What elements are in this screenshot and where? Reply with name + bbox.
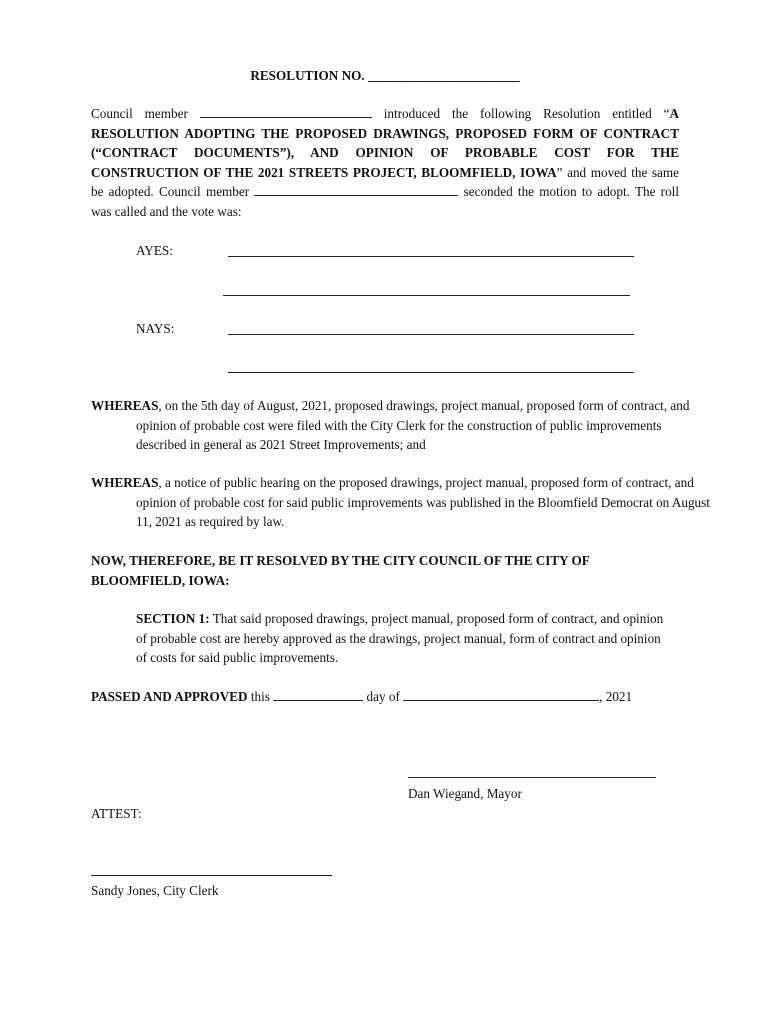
attest-label: ATTEST:	[91, 806, 142, 821]
intro-text: introduced the following Resolution entitled “	[383, 106, 670, 121]
whereas-lead: WHEREAS	[91, 398, 159, 413]
passed-year: , 2021	[599, 689, 633, 704]
whereas-lead: WHEREAS	[91, 475, 159, 490]
seconding-member-blank	[254, 182, 458, 196]
clerk-name: Sandy Jones, City Clerk	[91, 883, 219, 898]
section-lead: SECTION 1:	[136, 611, 210, 626]
ayes-line-2	[223, 295, 630, 296]
resolution-name: A RESOLUTION ADOPTING THE PROPOSED DRAWINGS, PROPOSED FORM OF CONTRACT (“CONTRACT DOCUMENTS”), AND OPINION OF PROBABLE COST FOR THE CONSTRUCTION OF THE 2021 STREETS PROJECT, BLOOMFIELD, IOWA	[91, 106, 680, 180]
nays-line-2	[228, 372, 634, 373]
section-text: That said proposed drawings, project manual, proposed form of contract, and opinion of probable cost are hereby approved as the drawings, project manual, form of contract and opinion of costs for said public improvements.	[136, 611, 664, 665]
clerk-signature-line	[91, 875, 332, 876]
now-therefore-clause: NOW, THEREFORE, BE IT RESOLVED BY THE CITY COUNCIL OF THE CITY OF BLOOMFIELD, IOWA:	[91, 553, 590, 588]
passed-text: this	[247, 689, 274, 704]
whereas-paragraph-1	[91, 396, 711, 455]
resolution-title: RESOLUTION NO. _______________________	[250, 68, 520, 83]
mayor-name: Dan Wiegand, Mayor	[408, 786, 522, 801]
whereas-text: , a notice of public hearing on the proposed drawings, project manual, proposed form of contract, and opinion of probable cost for said public improvements was published in the Bloomfield Democrat on August 11, 2021 as required by law.	[136, 475, 710, 529]
passed-text: day of	[363, 689, 404, 704]
ayes-line-1	[228, 256, 634, 257]
nays-line-1	[228, 334, 634, 335]
intro-text: Council member	[91, 106, 188, 121]
day-blank	[273, 687, 363, 701]
council-member-blank	[200, 104, 372, 118]
passed-approved-line	[91, 687, 691, 707]
mayor-signature-line	[408, 777, 656, 778]
intro-text: ” and moved the same be adopted. Council member	[91, 164, 679, 199]
month-blank	[403, 687, 599, 701]
intro-text: seconded the motion to adopt. The roll was called and the vote was:	[91, 184, 679, 219]
passed-lead: PASSED AND APPROVED	[91, 689, 248, 704]
intro-paragraph	[91, 104, 679, 221]
nays-label: NAYS:	[136, 321, 175, 336]
whereas-text: , on the 5th day of August, 2021, proposed drawings, project manual, proposed form of contract, and opinion of probable cost were filed with the City Clerk for the construction of public improvements described in general as 2021 Street Improvements; and	[136, 398, 690, 452]
whereas-paragraph-2	[91, 473, 711, 532]
section-1	[136, 609, 671, 668]
ayes-label: AYES:	[136, 243, 173, 258]
